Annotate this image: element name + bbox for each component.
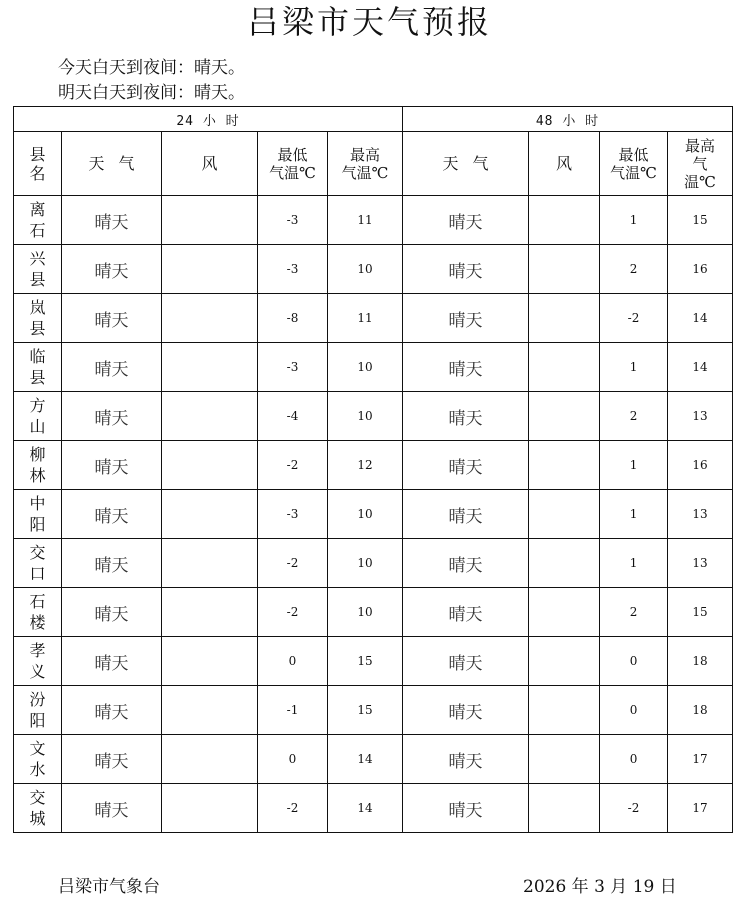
min-temp-24h-cell: -2 [258, 588, 328, 637]
county-name-cell: 孝 义 [14, 637, 62, 686]
max-temp-48h-cell: 13 [668, 539, 733, 588]
wind-48h-cell [529, 245, 600, 294]
table-row [14, 294, 733, 343]
wind-24h-cell [162, 343, 258, 392]
weather-24h-cell: 晴天 [62, 539, 162, 588]
table-row [14, 441, 733, 490]
wind-24h-cell [162, 637, 258, 686]
wind-24h-cell [162, 196, 258, 245]
county-name-cell: 兴 县 [14, 245, 62, 294]
min-temp-48h-cell: -2 [600, 294, 668, 343]
wind-24h-cell [162, 245, 258, 294]
min-temp-24h-cell: 0 [258, 637, 328, 686]
max-temp-24h-cell: 15 [328, 637, 403, 686]
wind-24h-cell [162, 441, 258, 490]
wind-48h-cell [529, 539, 600, 588]
max-temp-24h-cell: 11 [328, 196, 403, 245]
max-temp-48h-cell: 14 [668, 294, 733, 343]
table-row [14, 735, 733, 784]
wind-48h-cell [529, 637, 600, 686]
min-temp-24h-cell: -2 [258, 539, 328, 588]
county-name-cell: 汾 阳 [14, 686, 62, 735]
header-min-temp-24h: 最低 气温℃ [258, 132, 328, 196]
header-min-temp-48h: 最低 气温℃ [600, 132, 668, 196]
weather-48h-cell: 晴天 [403, 735, 529, 784]
wind-48h-cell [529, 196, 600, 245]
weather-48h-cell: 晴天 [403, 392, 529, 441]
weather-48h-cell: 晴天 [403, 294, 529, 343]
table-row [14, 392, 733, 441]
header-max-temp-24h: 最高 气温℃ [328, 132, 403, 196]
min-temp-48h-cell: 0 [600, 637, 668, 686]
weather-48h-cell: 晴天 [403, 686, 529, 735]
min-temp-24h-cell: 0 [258, 735, 328, 784]
max-temp-24h-cell: 12 [328, 441, 403, 490]
max-temp-24h-cell: 10 [328, 343, 403, 392]
wind-48h-cell [529, 392, 600, 441]
max-temp-24h-cell: 15 [328, 686, 403, 735]
min-temp-24h-cell: -1 [258, 686, 328, 735]
group-header-48h: 48 小 时 [403, 107, 733, 132]
weather-48h-cell: 晴天 [403, 441, 529, 490]
table-row [14, 588, 733, 637]
max-temp-48h-cell: 17 [668, 735, 733, 784]
header-wind-48h: 风 [529, 132, 600, 196]
min-temp-48h-cell: 1 [600, 441, 668, 490]
wind-24h-cell [162, 539, 258, 588]
tomorrow-forecast-summary: 明天白天到夜间：晴天。 [58, 83, 245, 103]
weather-48h-cell: 晴天 [403, 588, 529, 637]
header-weather-24h: 天气 [62, 132, 162, 196]
min-temp-24h-cell: -2 [258, 784, 328, 833]
max-temp-48h-cell: 13 [668, 490, 733, 539]
weather-24h-cell: 晴天 [62, 735, 162, 784]
max-temp-48h-cell: 18 [668, 637, 733, 686]
max-temp-48h-cell: 15 [668, 588, 733, 637]
weather-24h-cell: 晴天 [62, 637, 162, 686]
weather-24h-cell: 晴天 [62, 441, 162, 490]
min-temp-48h-cell: 1 [600, 490, 668, 539]
wind-24h-cell [162, 686, 258, 735]
min-temp-48h-cell: 0 [600, 735, 668, 784]
column-header-row [14, 132, 733, 196]
header-max-temp-48h: 最高 气 温℃ [668, 132, 733, 196]
min-temp-48h-cell: -2 [600, 784, 668, 833]
county-name-cell: 交 城 [14, 784, 62, 833]
weather-24h-cell: 晴天 [62, 196, 162, 245]
table-row [14, 245, 733, 294]
today-forecast-summary: 今天白天到夜间：晴天。 [58, 58, 245, 78]
weather-24h-cell: 晴天 [62, 686, 162, 735]
wind-48h-cell [529, 735, 600, 784]
min-temp-48h-cell: 1 [600, 196, 668, 245]
table-row [14, 539, 733, 588]
max-temp-48h-cell: 16 [668, 441, 733, 490]
weather-24h-cell: 晴天 [62, 245, 162, 294]
wind-24h-cell [162, 588, 258, 637]
min-temp-48h-cell: 1 [600, 343, 668, 392]
table-row [14, 196, 733, 245]
weather-48h-cell: 晴天 [403, 343, 529, 392]
issue-date: 2026 年 3 月 19 日 [523, 877, 677, 897]
header-wind-24h: 风 [162, 132, 258, 196]
county-name-cell: 文 水 [14, 735, 62, 784]
weather-24h-cell: 晴天 [62, 784, 162, 833]
table-row [14, 784, 733, 833]
county-name-cell: 离 石 [14, 196, 62, 245]
wind-48h-cell [529, 588, 600, 637]
min-temp-48h-cell: 0 [600, 686, 668, 735]
max-temp-24h-cell: 10 [328, 392, 403, 441]
max-temp-24h-cell: 10 [328, 539, 403, 588]
wind-24h-cell [162, 294, 258, 343]
header-county: 县 名 [14, 132, 62, 196]
max-temp-24h-cell: 14 [328, 735, 403, 784]
issuer-name: 吕梁市气象台 [58, 877, 160, 897]
county-name-cell: 石 楼 [14, 588, 62, 637]
weather-24h-cell: 晴天 [62, 294, 162, 343]
wind-24h-cell [162, 490, 258, 539]
weather-48h-cell: 晴天 [403, 637, 529, 686]
max-temp-48h-cell: 16 [668, 245, 733, 294]
wind-48h-cell [529, 784, 600, 833]
wind-48h-cell [529, 441, 600, 490]
max-temp-48h-cell: 13 [668, 392, 733, 441]
county-name-cell: 临 县 [14, 343, 62, 392]
wind-48h-cell [529, 490, 600, 539]
min-temp-48h-cell: 2 [600, 392, 668, 441]
max-temp-24h-cell: 14 [328, 784, 403, 833]
min-temp-48h-cell: 2 [600, 588, 668, 637]
weather-48h-cell: 晴天 [403, 784, 529, 833]
group-header-row [14, 107, 733, 132]
min-temp-48h-cell: 2 [600, 245, 668, 294]
table-row [14, 637, 733, 686]
max-temp-24h-cell: 10 [328, 588, 403, 637]
county-name-cell: 岚 县 [14, 294, 62, 343]
weather-24h-cell: 晴天 [62, 588, 162, 637]
county-name-cell: 柳 林 [14, 441, 62, 490]
county-name-cell: 中 阳 [14, 490, 62, 539]
min-temp-24h-cell: -3 [258, 343, 328, 392]
max-temp-48h-cell: 15 [668, 196, 733, 245]
wind-48h-cell [529, 294, 600, 343]
max-temp-48h-cell: 14 [668, 343, 733, 392]
weather-24h-cell: 晴天 [62, 343, 162, 392]
county-name-cell: 方 山 [14, 392, 62, 441]
min-temp-24h-cell: -3 [258, 490, 328, 539]
wind-48h-cell [529, 686, 600, 735]
weather-24h-cell: 晴天 [62, 490, 162, 539]
max-temp-24h-cell: 11 [328, 294, 403, 343]
forecast-table [13, 106, 733, 833]
min-temp-24h-cell: -3 [258, 196, 328, 245]
min-temp-24h-cell: -2 [258, 441, 328, 490]
county-name-cell: 交 口 [14, 539, 62, 588]
min-temp-24h-cell: -8 [258, 294, 328, 343]
group-header-24h: 24 小 时 [14, 107, 403, 132]
wind-24h-cell [162, 784, 258, 833]
weather-48h-cell: 晴天 [403, 490, 529, 539]
table-row [14, 343, 733, 392]
min-temp-24h-cell: -3 [258, 245, 328, 294]
header-weather-48h: 天气 [403, 132, 529, 196]
table-row [14, 490, 733, 539]
table-row [14, 686, 733, 735]
weather-24h-cell: 晴天 [62, 392, 162, 441]
page-title: 吕梁市天气预报 [246, 3, 492, 41]
wind-24h-cell [162, 392, 258, 441]
min-temp-48h-cell: 1 [600, 539, 668, 588]
weather-48h-cell: 晴天 [403, 196, 529, 245]
weather-48h-cell: 晴天 [403, 539, 529, 588]
max-temp-24h-cell: 10 [328, 490, 403, 539]
max-temp-24h-cell: 10 [328, 245, 403, 294]
wind-48h-cell [529, 343, 600, 392]
forecast-table-body [14, 196, 733, 833]
max-temp-48h-cell: 17 [668, 784, 733, 833]
max-temp-48h-cell: 18 [668, 686, 733, 735]
weather-48h-cell: 晴天 [403, 245, 529, 294]
min-temp-24h-cell: -4 [258, 392, 328, 441]
wind-24h-cell [162, 735, 258, 784]
